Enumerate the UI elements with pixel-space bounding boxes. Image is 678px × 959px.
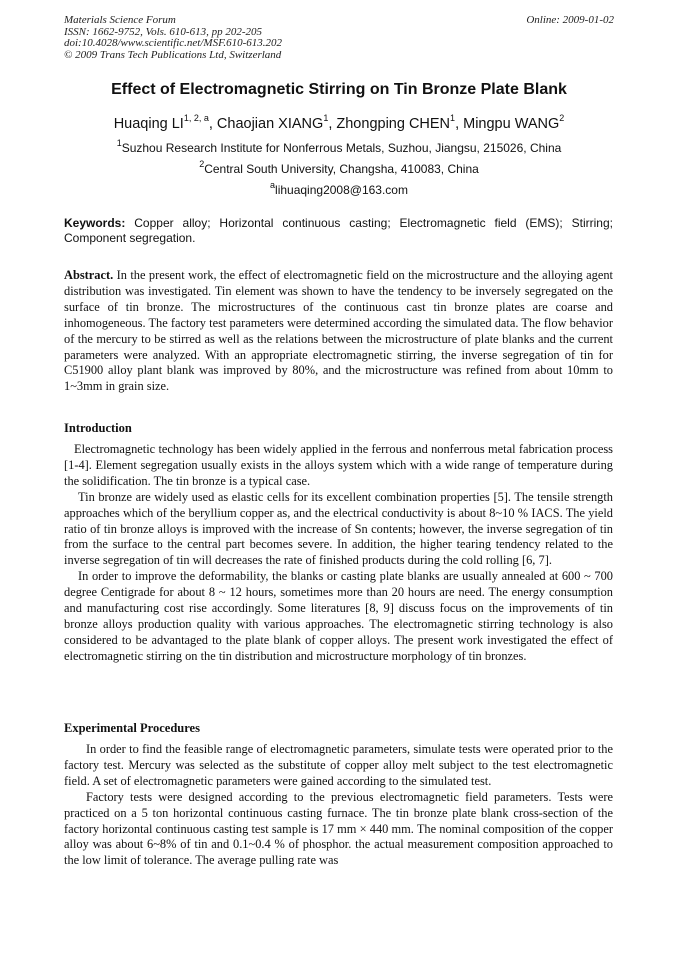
author-list (0, 114, 678, 134)
paragraph: In order to improve the deformability, the blanks or casting plate blanks are usually annealed at 600 ~ 700 degree Centigrade for about 8 ~ 12 hours, sometimes more than 20 hours are need. The energy consumption and manufacturing cost rise accordingly. Some literatures [8, 9] discuss focus on the improvements of tin bronze alloys production quality with various approaches. The electromagnetic stirring technology is also considered to be advantaged to the plate blank of copper alloys. The present work investigated the effect of electromagnetic stirring on the tin distribution and microstructure morphology of tin bronzes. (64, 569, 613, 663)
experimental-body (64, 742, 613, 869)
author-affiliation-mark: 1, 2, a (183, 113, 209, 124)
author-email (0, 182, 678, 198)
abstract (64, 268, 613, 395)
paragraph: Electromagnetic technology has been widely applied in the ferrous and nonferrous metal fabrication process [1-4]. Element segregation usually exists in the alloys system which with a wide range of temperature during the solidification. The tin bronze is a typical case. (64, 442, 613, 488)
journal-doi: doi:10.4028/www.scientific.net/MSF.610-613.202 (64, 37, 283, 49)
author-name: Mingpu WANG (463, 116, 560, 132)
journal-issn: ISSN: 1662-9752, Vols. 610-613, pp 202-205 (64, 25, 262, 38)
affiliation-1 (0, 140, 678, 156)
paper-title: Effect of Electromagnetic Stirring on Tin Bronze Plate Blank (111, 81, 567, 98)
author-affiliation-mark: 1 (450, 113, 456, 124)
author-name: Zhongping CHEN (336, 116, 451, 132)
keywords (64, 216, 613, 246)
author-separator: , (455, 116, 464, 132)
paragraph: In order to find the feasible range of electromagnetic parameters, simulate tests were operated prior to the factory test. Mercury was selected as the substitute of copper alloy melt subject to the test electromagnetic field. A set of electromagnetic parameters were gained according to the simulated test. (64, 742, 613, 788)
author-affiliation-mark: 2 (559, 113, 565, 124)
journal-header (64, 15, 282, 61)
author-separator: , (208, 116, 217, 132)
author-name: Chaojian XIANG (216, 116, 324, 132)
affiliation-mark: 1 (116, 138, 122, 148)
abstract-text: In the present work, the effect of electromagnetic field on the microstructure and the alloying agent distribution was investigated. Tin element was shown to have the tendency to be inversely segregated on the surface of tin bronze. The microstructures of the continuous cast tin bronze plates are coarse and inhomogeneous. The factory test parameters were determined according the simulated data. The flow behavior of the mercury to be stirred as well as the relations between the microstructure of plate blanks and the current parameters were analyzed. With an appropriate electromagnetic stirring, the inverse segregation of tin for C51900 alloy plant blank was improved by 80%, and the microstructure was refined from about 10mm to 1~3mm in grain size. (64, 268, 613, 394)
introduction-heading: Introduction (64, 421, 132, 435)
abstract-label: Abstract. (64, 268, 114, 282)
affiliation-text: Suzhou Research Institute for Nonferrous Metals, Suzhou, Jiangsu, 215026, China (121, 141, 562, 155)
affiliation-2 (0, 161, 678, 177)
paragraph: Factory tests were designed according to the previous electromagnetic field parameters. Tests were practiced on a 5 ton horizontal continuous casting furnace. The tin bronze plate blank cross-section of the factory horizontal continuous casting test sample is 17 mm × 440 mm. The nominal composition of the copper alloy was about 6~8% of tin and 0.1~0.4 % of phosphor. the actual measurement composition approached to the low limit of tolerance. The average pulling rate was (64, 789, 613, 868)
keywords-label: Keywords: (64, 216, 126, 230)
author-name: Huaqing LI (113, 116, 184, 132)
journal-name: Materials Science Forum (64, 14, 176, 26)
introduction-body (64, 442, 613, 665)
paragraph: Tin bronze are widely used as elastic cells for its excellent combination properties [5]. The tensile strength approaches which of the beryllium copper as, and the electrical conductivity is about 8~10 % IACS. The yield ratio of tin bronze alloys is improved with the increase of Sn contents; however, the inverse segregation of tin from the surface to the central part becomes severe. In addition, the higher tearing tendency related to the inverse segregation of tin will decreases the rate of finished products during the cold rolling [6, 7]. (64, 489, 613, 568)
email-text: lihuaqing2008@163.com (275, 183, 408, 197)
online-date: Online: 2009-01-02 (526, 14, 614, 26)
affiliation-text: Central South University, Changsha, 410083, China (204, 162, 479, 176)
author-separator: , (328, 116, 337, 132)
journal-copyright: © 2009 Trans Tech Publications Ltd, Switzerland (64, 48, 282, 61)
experimental-heading: Experimental Procedures (64, 721, 200, 735)
author-affiliation-mark: 1 (323, 113, 329, 124)
affiliation-mark: a (270, 180, 276, 190)
affiliation-mark: 2 (199, 159, 205, 169)
keywords-text: Copper alloy; Horizontal continuous casting; Electromagnetic field (EMS); Stirring; Component segregation. (64, 216, 613, 245)
